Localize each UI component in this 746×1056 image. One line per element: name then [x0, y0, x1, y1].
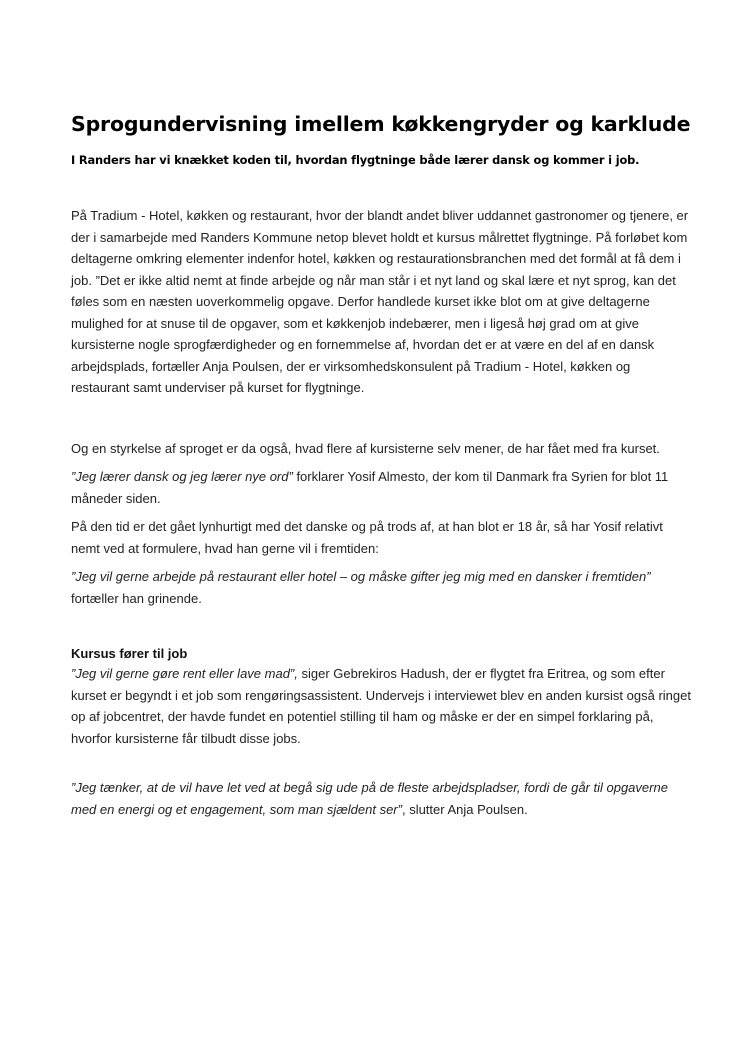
paragraph-intro: På Tradium - Hotel, køkken og restaurant, hvor der blandt andet bliver uddannet gastronomer og tjenere, er der i samarbejde med Randers Kommune netop blevet holdt et kursus målrettet flygtninge. På forløbet kom deltagerne omkring elementer indenfor hotel, køkken og restaurationsbranchen med det formål at få dem i job. ”Det er ikke altid nemt at finde arbejde og når man står i et nyt land og skal lære et nyt sprog, kan det føles som en næsten uoverkommelig opgave. Derfor handlede kurset ikke blot om at give deltagerne mulighed for at snuse til de opgaver, som et køkkenjob indebærer, men i ligeså høj grad om at give kursisterne nogle sprogfærdigheder og en fornemmelse af, hvordan det er at være en del af en dansk arbejdsplads, fortæller Anja Poulsen, der er virksomhedskonsulent på Tradium - Hotel, køkken og restaurant samt underviser på kurset for flygtninge.	[71, 208, 689, 395]
subheading: Kursus fører til job	[71, 646, 188, 661]
paragraph-yosif-future: På den tid er det gået lynhurtigt med det danske og på trods af, at han blot er 18 år, så har Yosif relativt nemt ved at formulere, hvad han gerne vil i fremtiden:	[71, 519, 663, 556]
article-title: Sprogundervisning imellem køkkengryder og karklude	[71, 112, 691, 136]
paragraph-yosif-quote	[71, 466, 691, 509]
quote-yosif: ”Jeg lærer dansk og jeg lærer nye ord”	[71, 469, 293, 484]
paragraph-yosif-quote-2	[71, 566, 691, 609]
quote-yosif-attribution: forklarer Yosif Almesto, der kom til Danmark fra Syrien for blot 11 måneder siden.	[71, 469, 669, 506]
quote-anja-attribution: , slutter Anja Poulsen.	[401, 801, 528, 817]
paragraph-closing	[71, 777, 691, 820]
quote-yosif-future-attribution: fortæller han grinende.	[71, 590, 202, 606]
paragraph-language: Og en styrkelse af sproget er da også, hvad flere af kursisterne selv mener, de har fået med fra kurset.	[71, 441, 660, 456]
article-lead: I Randers har vi knækket koden til, hvordan flygtninge både lærer dansk og kommer i job.	[71, 153, 640, 167]
quote-gebrekiros: ”Jeg vil gerne gøre rent eller lave mad”,	[71, 666, 298, 681]
quote-gebrekiros-text: siger Gebrekiros Hadush, der er flygtet fra Eritrea, og som efter kurset er begyndt i et job som rengøringsassistent. Undervejs i interviewet blev en anden kursist også ringet op af jobcentret, der havde fundet en potentiel stilling til ham og måske er der en simpel forklaring på, hvorfor kursisterne får tilbudt disse jobs.	[71, 666, 691, 746]
paragraph-gebrekiros	[71, 663, 691, 749]
quote-anja: ”Jeg tænker, at de vil have let ved at begå sig ude på de fleste arbejdspladser, fordi de går til opgaverne med en energi og et engagement, som man sjældent ser”	[71, 780, 668, 817]
quote-yosif-future: ”Jeg vil gerne arbejde på restaurant eller hotel – og måske gifter jeg mig med en dansker i fremtiden”	[71, 569, 651, 584]
